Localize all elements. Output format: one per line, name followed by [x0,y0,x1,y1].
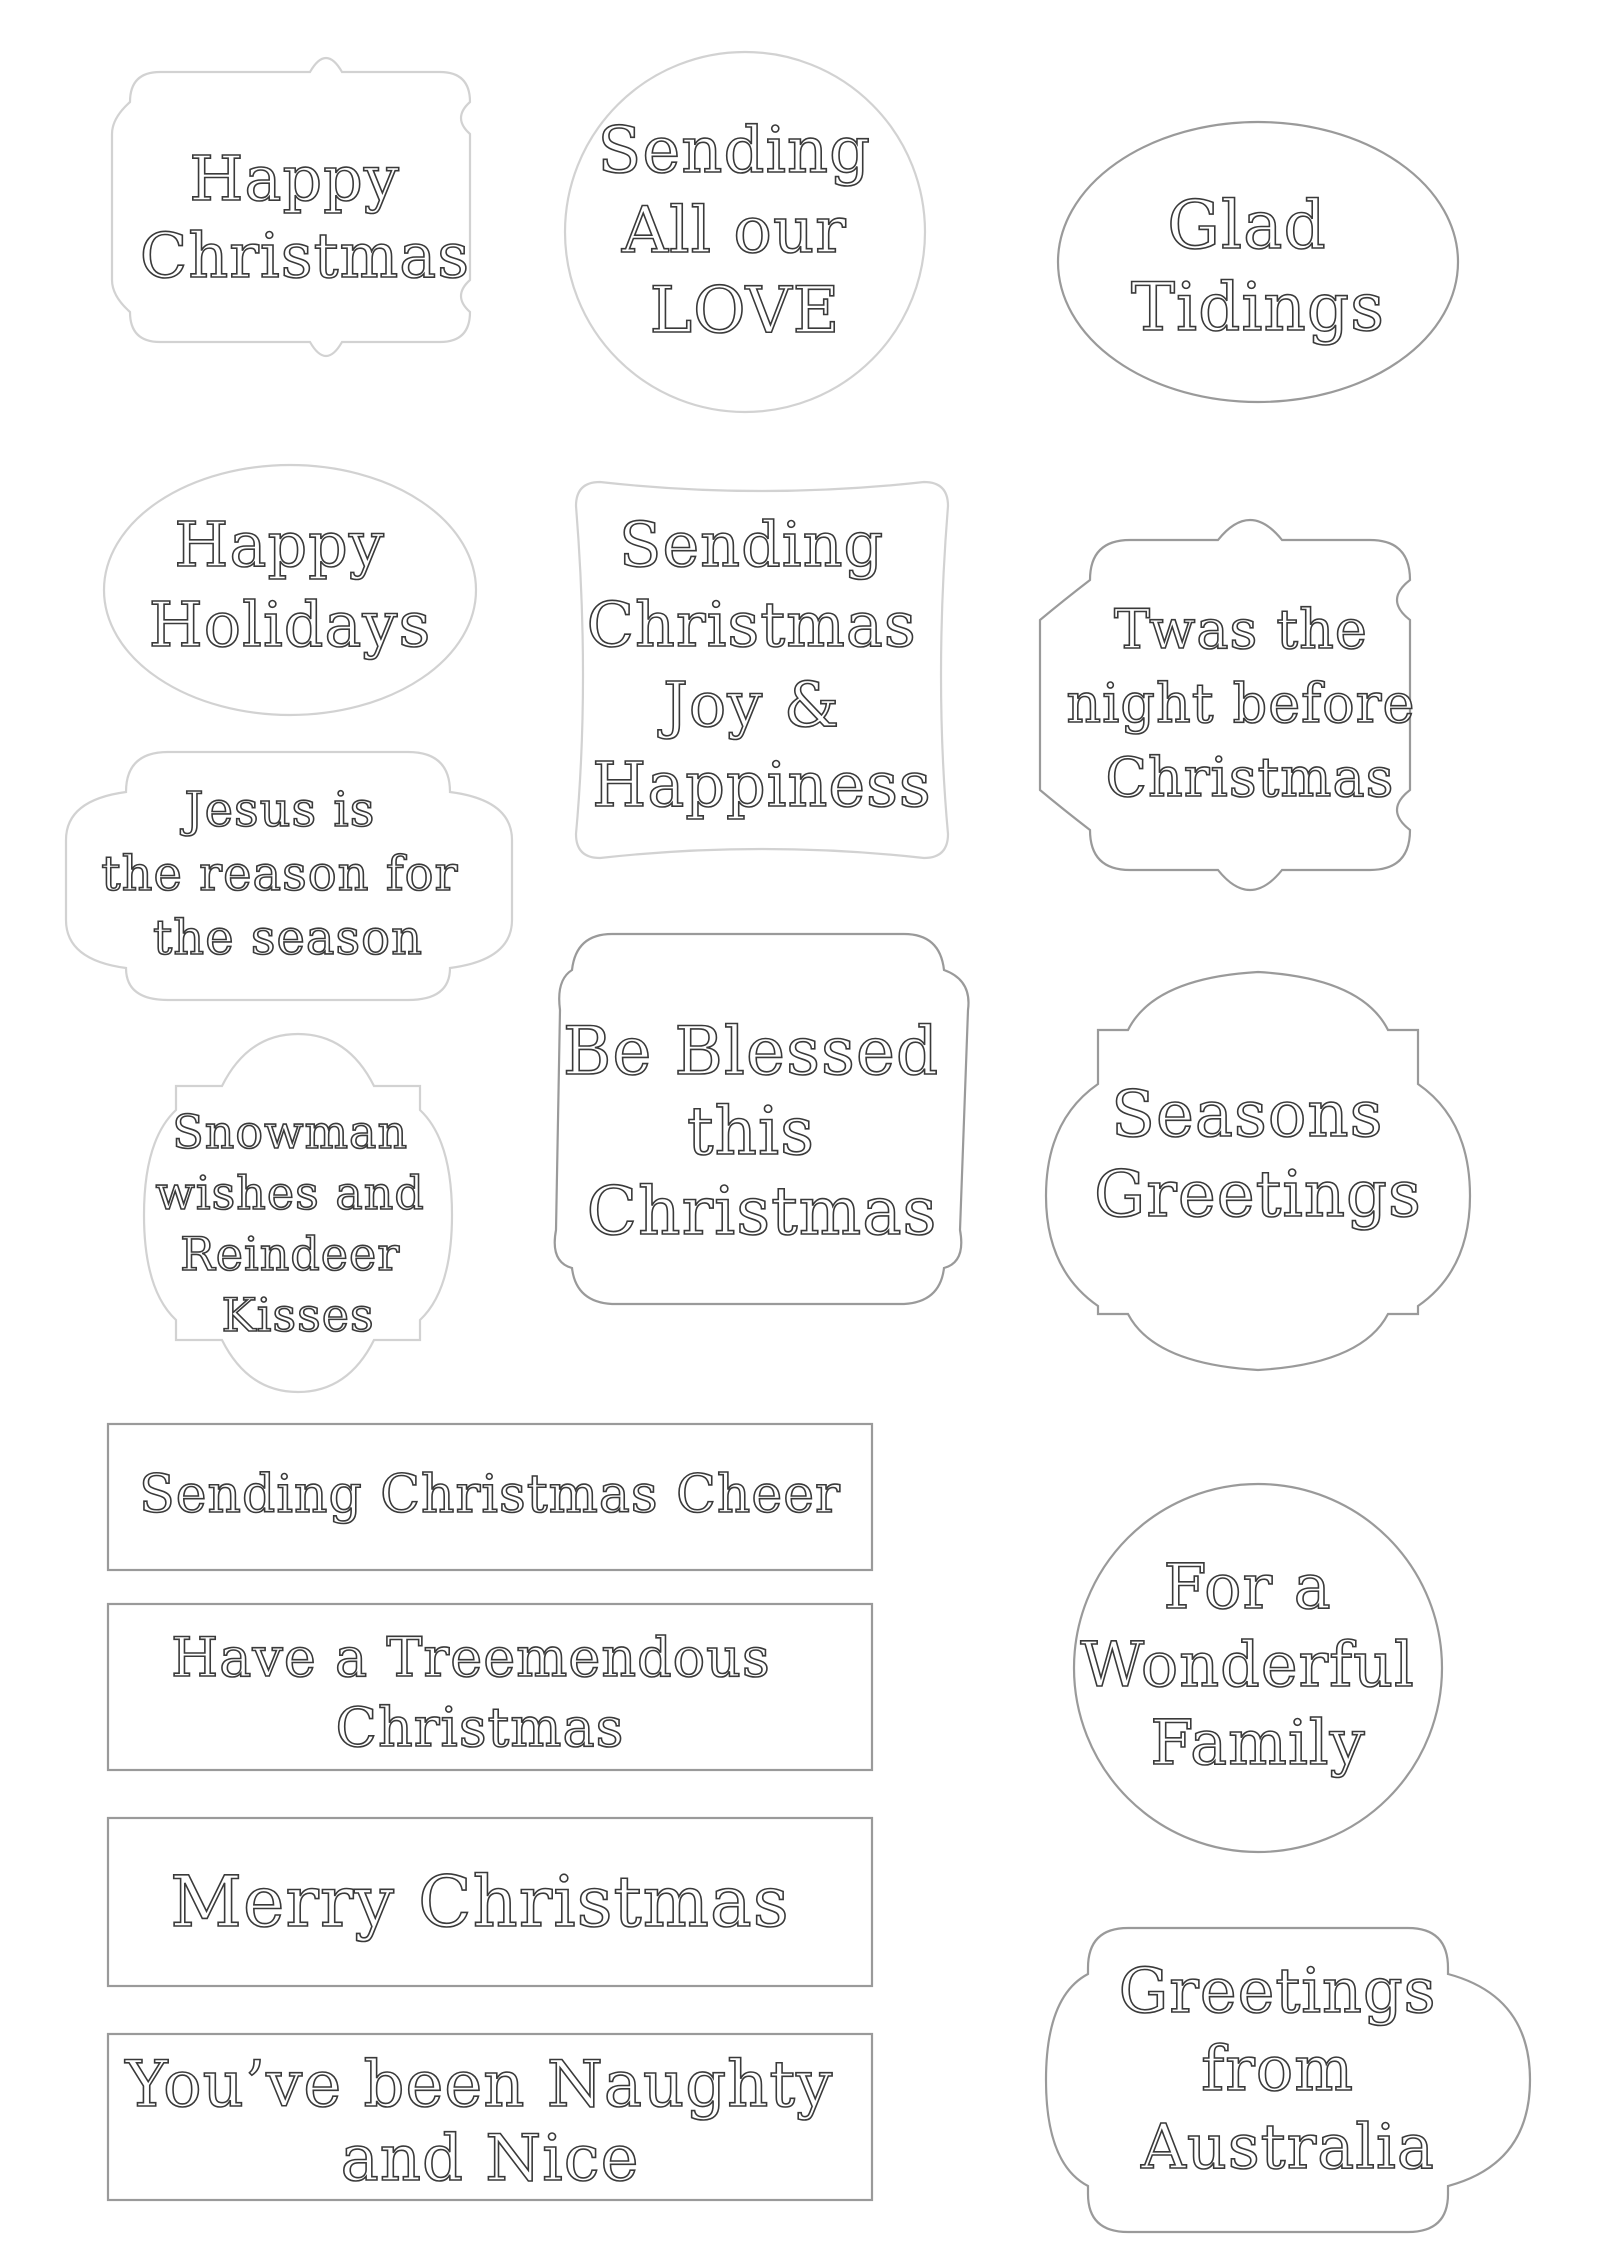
label-line-3: Family [1150,1706,1366,1779]
label-line-1: You’ve been Naughty [125,2048,834,2122]
label-line-2: from [1201,2032,1354,2105]
label-line-1: Merry Christmas [170,1861,790,1943]
label-line-3: Christmas [1105,746,1395,809]
label-sending-christmas-cheer[interactable] [108,1424,872,1570]
label-line-1: Glad [1167,187,1327,264]
label-line-2: Christmas [139,219,471,292]
label-naughty-and-nice[interactable] [108,2034,872,2200]
svg-text:Twas the night before [1066,598,1433,809]
label-line-2: Greetings [1094,1158,1422,1232]
label-jesus-reason[interactable] [66,752,512,1000]
label-line-2: and Nice [340,2122,640,2196]
label-happy-christmas[interactable] [112,58,470,356]
label-line-3: Christmas [586,1173,938,1250]
label-line-3: Joy & [663,668,841,741]
label-be-blessed[interactable] [555,934,969,1304]
label-line-2: night before [1066,672,1416,735]
label-treemendous[interactable] [108,1604,872,1770]
svg-text:Sending Christmas Cheer [139,1465,841,1525]
label-twas-the-night[interactable] [1040,520,1434,890]
label-greetings-australia[interactable] [1046,1928,1530,2232]
label-line-2: Christmas [586,588,917,661]
label-line-1: Sending [597,114,872,188]
label-line-1: Greetings [1118,1954,1437,2027]
label-sending-all-our-love[interactable] [565,52,925,412]
label-line-2: All our [621,194,847,268]
label-line-1: Happy [189,142,400,215]
label-line-1: For a [1163,1550,1332,1623]
label-line-1: Have a Treemendous [171,1626,771,1689]
label-line-2: Holidays [148,588,432,661]
label-happy-holidays[interactable] [104,465,476,715]
label-line-1: Sending [619,508,885,581]
label-seasons-greetings[interactable] [1046,972,1470,1370]
label-line-2: Wonderful [1080,1628,1415,1701]
label-line-3: Australia [1141,2110,1435,2183]
label-line-1: Jesus is [184,782,376,838]
svg-text:Merry Christmas [170,1861,789,1943]
label-line-3: LOVE [649,274,841,348]
label-line-3: Reindeer [180,1227,401,1281]
label-glad-tidings[interactable] [1058,122,1458,402]
label-line-2: this [687,1093,816,1170]
label-line-2: Christmas [335,1696,625,1759]
label-line-2: the reason for [101,846,459,902]
label-merry-christmas[interactable] [108,1818,872,1986]
label-wonderful-family[interactable] [1074,1484,1442,1852]
label-line-1: Sending Christmas Cheer [139,1465,841,1525]
label-line-1: Seasons [1111,1078,1384,1152]
label-line-4: Happiness [592,748,932,821]
label-line-1: Happy [174,508,385,581]
label-line-4: Kisses [221,1288,375,1342]
label-line-1: Twas the [1114,598,1368,661]
label-line-2: Tidings [1130,269,1386,346]
label-line-1: Be Blessed [562,1013,940,1090]
label-snowman-wishes[interactable] [144,1034,452,1392]
label-line-3: the season [153,910,423,966]
label-line-1: Snowman [172,1105,409,1159]
label-line-2: wishes and [155,1166,425,1220]
label-sending-christmas-joy[interactable] [576,482,948,858]
